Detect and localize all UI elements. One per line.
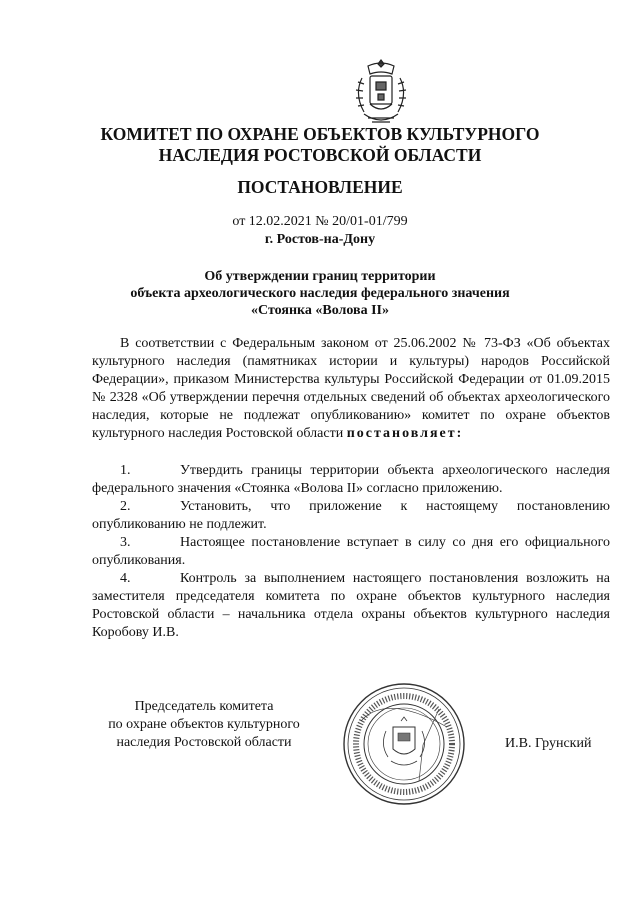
item-text: Настоящее постановление вступает в силу со дня его официального опубликования. [92,535,610,568]
list-item [92,534,610,570]
intro-text: В соответствии с Федеральным законом от 25.06.2002 № 73-ФЗ «Об объектах культурного наследия (памятниках истории и культуры) народов Российской Федерации», приказом Министерства культуры Российской Федерации от 01.09.2015 № 2328 «Об утверждении перечня отдельных сведений об объектах археологического наследия, которые не подлежат опубликованию» комитет по охране объектов культурного наследия Ростовской области [92,336,610,441]
position-line-2: по охране объектов культурного [108,717,300,732]
position-line-3: наследия Ростовской области [116,735,292,750]
document-subject [0,268,640,319]
item-number: 2. [120,499,131,514]
position-line-1: Председатель комитета [134,699,274,714]
committee-line-2: НАСЛЕДИЯ РОСТОВСКОЙ ОБЛАСТИ [158,145,482,165]
item-text: Установить, что приложение к настоящему постановлению опубликованию не подлежит. [92,499,610,532]
official-seal-icon [341,681,467,807]
committee-name [0,124,640,166]
decree-items [92,462,610,642]
coat-of-arms-icon [350,56,412,128]
item-number: 1. [120,463,131,478]
subject-line-1: Об утверждении границ территории [204,269,436,284]
signatory-position [84,698,324,752]
date-number: от 12.02.2021 № 20/01-01/799 [232,214,408,229]
item-number: 3. [120,535,131,550]
committee-line-1: КОМИТЕТ ПО ОХРАНЕ ОБЪЕКТОВ КУЛЬТУРНОГО [100,124,540,144]
decree-word: постановляет: [346,426,464,441]
list-item [92,498,610,534]
list-item [92,462,610,498]
document-type: ПОСТАНОВЛЕНИЕ [237,177,403,197]
item-number: 4. [120,571,131,586]
city: г. Ростов-на-Дону [264,232,376,247]
subject-line-2: объекта археологического наследия федерального значения [130,286,510,301]
signatory-name: И.В. Грунский [505,736,592,751]
item-text: Контроль за выполнением настоящего постановления возложить на заместителя председателя комитета по охране объектов культурного наследия Ростовской области – начальника отдела охраны объектов культурного наследия Коробову И.В. [92,571,610,640]
list-item [92,570,610,642]
item-text: Утвердить границы территории объекта археологического наследия федерального значения «Стоянка «Волова II» согласно приложению. [92,463,610,496]
subject-line-3: «Стоянка «Волова II» [251,303,389,318]
intro-paragraph [92,335,610,443]
